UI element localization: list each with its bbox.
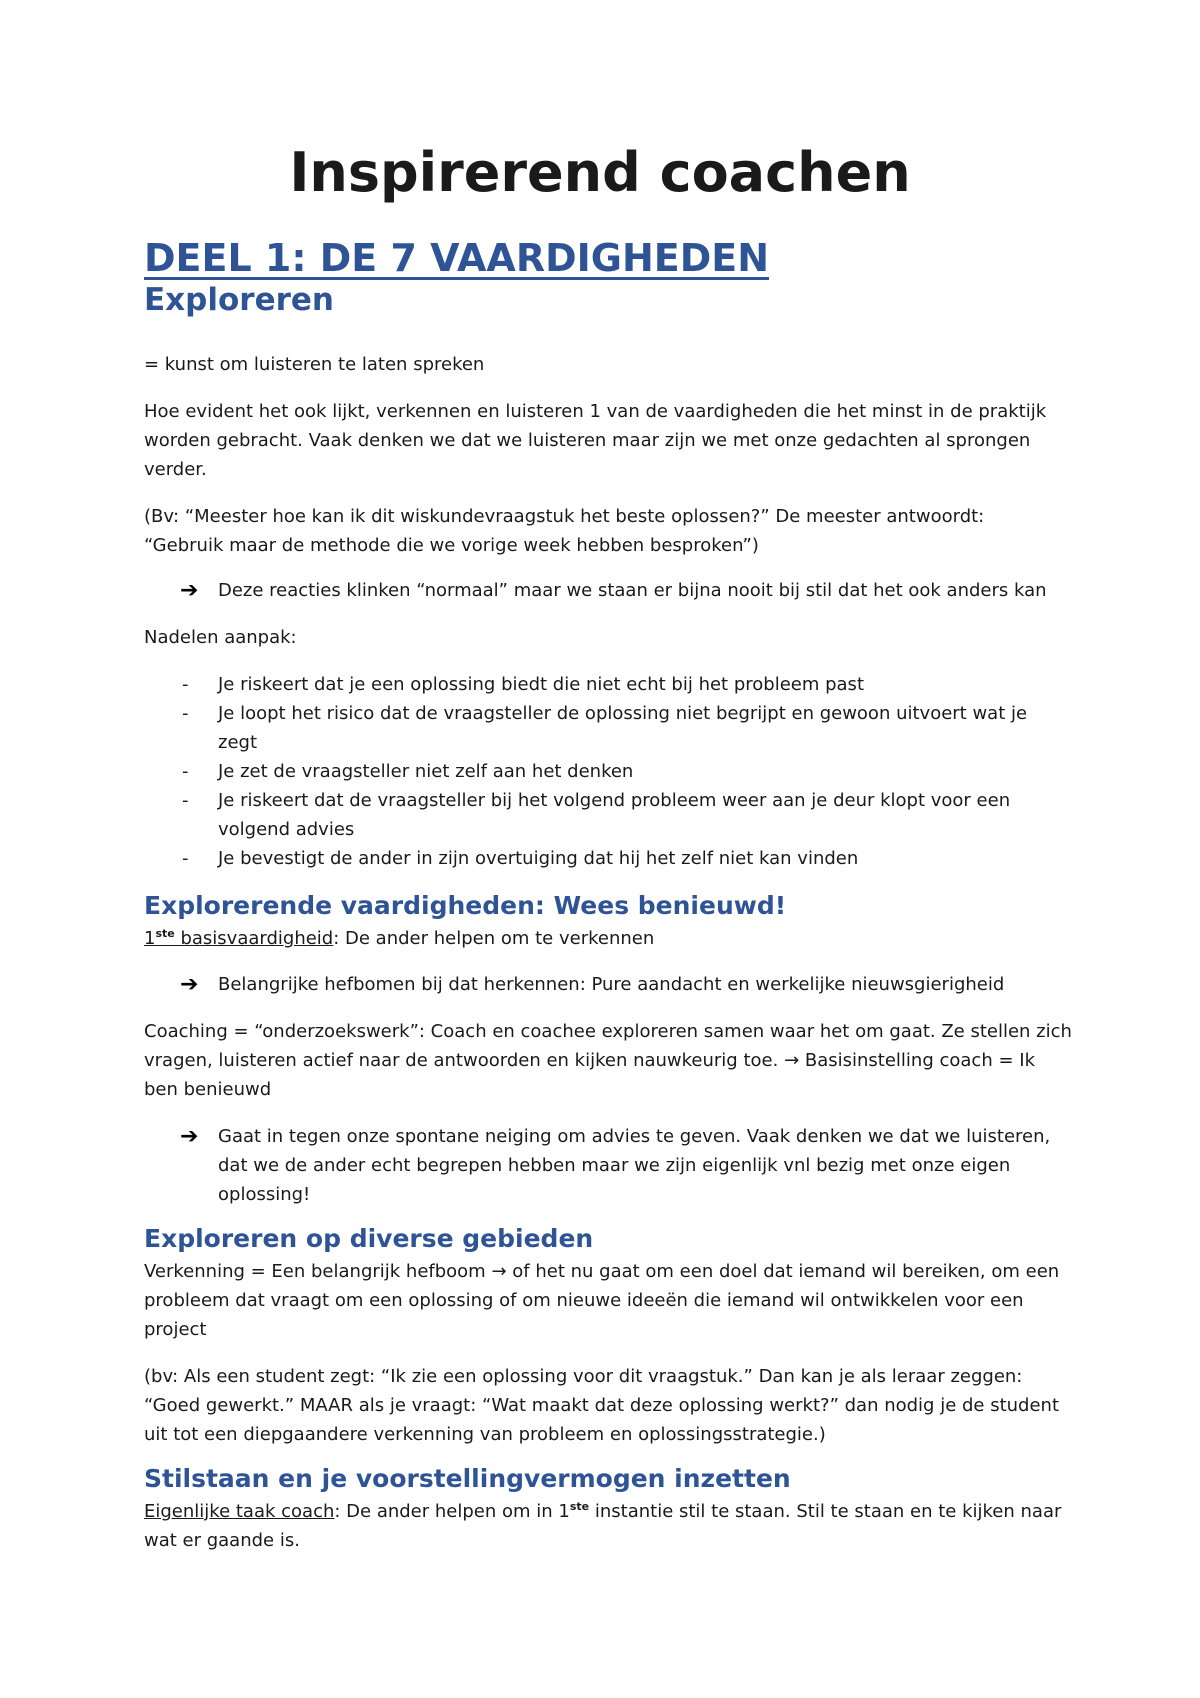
skill-description: : De ander helpen om te verkennen xyxy=(333,928,655,949)
list-item-continued: volgend advies xyxy=(218,819,355,840)
arrow-icon: ➔ xyxy=(180,578,199,603)
arrow-icon: → xyxy=(491,1261,507,1282)
list-item-continued: zegt xyxy=(218,732,258,753)
paragraph-line: Hoe evident het ook lijkt, verkennen en luisteren 1 van de vaardigheden die het minst in de praktijk xyxy=(144,401,1047,422)
paragraph-text: : De ander helpen om in 1 xyxy=(334,1501,570,1522)
paragraph-text: of het nu gaat om een doel dat iemand wil bereiken, om een xyxy=(506,1261,1060,1282)
list-item: Je riskeert dat de vraagsteller bij het volgend probleem weer aan je deur klopt voor een xyxy=(218,790,1011,811)
skill-label xyxy=(144,928,333,949)
example-line: (bv: Als een student zegt: “Ik zie een oplossing voor dit vraagstuk.” Dan kan je als leraar zeggen: xyxy=(144,1366,1023,1387)
paragraph-line xyxy=(144,1497,1061,1526)
arrow-bullet-text: Deze reacties klinken “normaal” maar we staan er bijna nooit bij stil dat het ook anders kan xyxy=(218,580,1047,601)
ordinal-suffix: ste xyxy=(569,1500,590,1513)
arrow-bullet-text: Belangrijke hefbomen bij dat herkennen: Pure aandacht en werkelijke nieuwsgierigheid xyxy=(218,974,1005,995)
section-heading-diverse-gebieden: Exploreren op diverse gebieden xyxy=(144,1224,594,1253)
list-dash: - xyxy=(182,848,189,869)
part-heading: DEEL 1: DE 7 VAARDIGHEDEN xyxy=(144,236,770,280)
section-heading-explorerende-vaardigheden: Explorerende vaardigheden: Wees benieuwd! xyxy=(144,891,787,920)
list-item: Je bevestigt de ander in zijn overtuiging dat hij het zelf niet kan vinden xyxy=(218,848,859,869)
arrow-bullet-text: oplossing! xyxy=(218,1184,311,1205)
list-dash: - xyxy=(182,674,189,695)
arrow-icon: ➔ xyxy=(180,1124,199,1149)
example-line: “Goed gewerkt.” MAAR als je vraagt: “Wat maakt dat deze oplossing werkt?” dan nodig je de student xyxy=(144,1395,1060,1416)
paragraph-line: verder. xyxy=(144,459,207,480)
paragraph-line: project xyxy=(144,1319,207,1340)
paragraph-line xyxy=(144,1257,1059,1286)
section-heading-exploreren: Exploreren xyxy=(144,282,334,318)
list-item: Je loopt het risico dat de vraagsteller de oplossing niet begrijpt en gewoon uitvoert wat je xyxy=(218,703,1028,724)
definition-text: = kunst om luisteren te laten spreken xyxy=(144,354,485,375)
paragraph-line: ben benieuwd xyxy=(144,1079,272,1100)
skill-number: 1 xyxy=(144,928,156,949)
list-dash: - xyxy=(182,790,189,811)
paragraph-text: instantie stil te staan. Stil te staan en te kijken naar xyxy=(589,1501,1062,1522)
example-line: uit tot een diepgaandere verkenning van probleem en oplossingsstrategie.) xyxy=(144,1424,826,1445)
skill-line xyxy=(144,924,654,953)
paragraph-text: vragen, luisteren actief naar de antwoorden en kijken nauwkeurig toe. xyxy=(144,1050,779,1071)
section-heading-stilstaan: Stilstaan en je voorstellingvermogen inzetten xyxy=(144,1464,791,1493)
paragraph-line: worden gebracht. Vaak denken we dat we luisteren maar zijn we met onze gedachten al sprongen xyxy=(144,430,1031,451)
list-dash: - xyxy=(182,703,189,724)
arrow-bullet-text: Gaat in tegen onze spontane neiging om advies te geven. Vaak denken we dat we luisteren, xyxy=(218,1126,1051,1147)
list-item: Je zet de vraagsteller niet zelf aan het denken xyxy=(218,761,634,782)
paragraph-text: Basisinstelling coach = Ik xyxy=(799,1050,1035,1071)
list-dash: - xyxy=(182,761,189,782)
arrow-bullet-text: dat we de ander echt begrepen hebben maar we zijn eigenlijk vnl bezig met onze eigen xyxy=(218,1155,1011,1176)
arrow-icon: ➔ xyxy=(180,972,199,997)
example-line: “Gebruik maar de methode die we vorige week hebben besproken”) xyxy=(144,535,759,556)
document-title: Inspirerend coachen xyxy=(289,141,911,204)
task-label: Eigenlijke taak coach xyxy=(144,1501,335,1522)
list-item: Je riskeert dat je een oplossing biedt die niet echt bij het probleem past xyxy=(218,674,864,695)
paragraph-line xyxy=(144,1046,1035,1075)
paragraph-line: probleem dat vraagt om een oplossing of om nieuwe ideeën die iemand wil ontwikkelen voor een xyxy=(144,1290,1024,1311)
skill-ordinal: ste xyxy=(155,927,175,940)
paragraph-line: wat er gaande is. xyxy=(144,1530,300,1551)
skill-label-text: basisvaardigheid xyxy=(174,928,334,949)
list-title: Nadelen aanpak: xyxy=(144,627,297,648)
paragraph-line: Coaching = “onderzoekswerk”: Coach en coachee exploreren samen waar het om gaat. Ze stellen zich xyxy=(144,1021,1072,1042)
example-line: (Bv: “Meester hoe kan ik dit wiskundevraagstuk het beste oplossen?” De meester antwoordt: xyxy=(144,506,985,527)
arrow-icon: → xyxy=(784,1050,800,1071)
paragraph-text: Verkenning = Een belangrijk hefboom xyxy=(144,1261,486,1282)
